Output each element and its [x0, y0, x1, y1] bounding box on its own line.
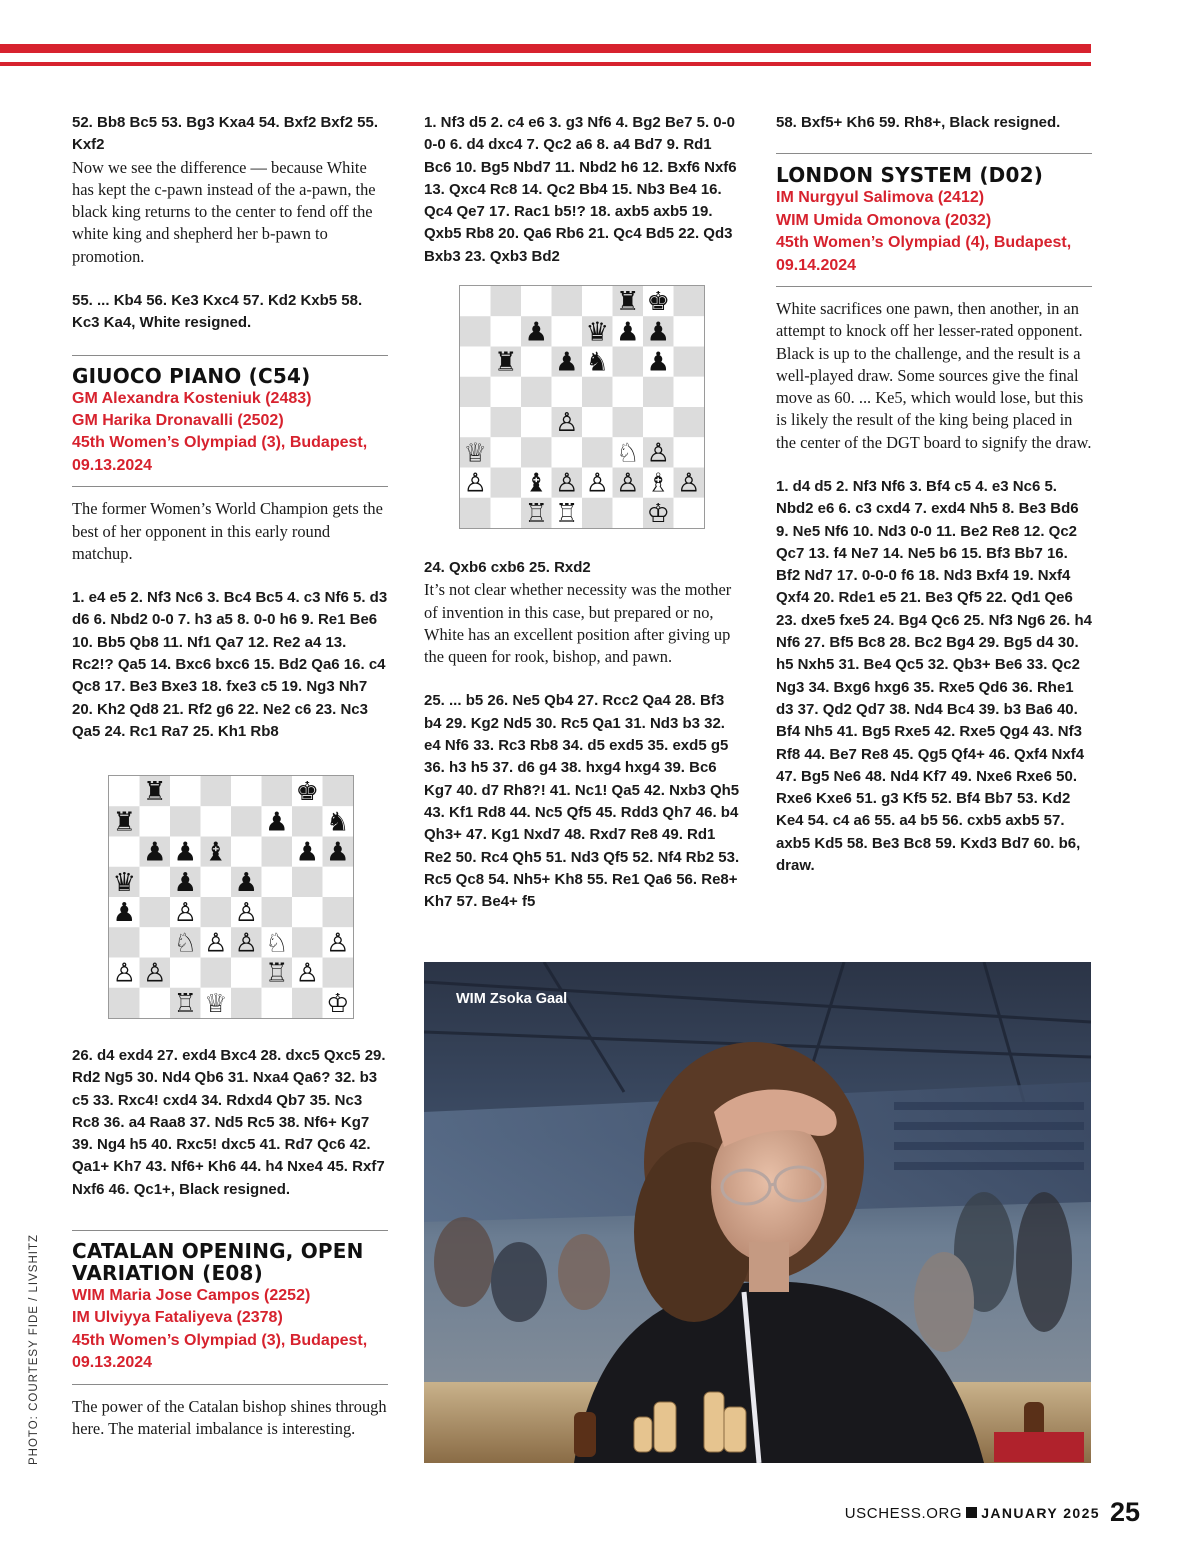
black-pawn-icon: ♟: [326, 837, 350, 868]
white-pawn-icon: ♙: [234, 928, 258, 959]
board-square: [323, 897, 354, 927]
board-square: [262, 776, 293, 806]
black-queen-icon: ♛: [585, 317, 609, 348]
black-knight-icon: ♞: [326, 807, 350, 838]
black-player: WIM Umida Omonova (2032): [776, 211, 992, 229]
white-pawn-icon: ♙: [143, 958, 167, 989]
black-pawn-icon: ♟: [143, 837, 167, 868]
commentary-necessity: It’s not clear whether necessity was the mother of invention in this case, but prepared or no, White has an excellent position after giving up the queen for rook, bishop, and pawn.: [424, 580, 732, 667]
event-date: 09.13.2024: [72, 1354, 153, 1372]
left-column-lower: [72, 1045, 388, 1440]
board-square: [613, 347, 644, 377]
black-pawn-icon: ♟: [234, 867, 258, 898]
board-square: [582, 407, 613, 437]
page-number: 25: [1109, 1497, 1140, 1527]
event-name: 45th Women’s Olympiad (3), Budapest,: [72, 434, 368, 452]
board-square: [674, 437, 705, 467]
board-square: [552, 286, 583, 316]
board-square: [262, 988, 293, 1018]
board-square: [643, 407, 674, 437]
black-rook-icon: ♜: [616, 287, 640, 318]
game-title-catalan-2: VARIATION (E08): [72, 1261, 263, 1286]
board-square: [140, 806, 171, 836]
board-square: [231, 958, 262, 988]
board-square: [491, 377, 522, 407]
board-square: [460, 377, 491, 407]
black-pawn-icon: ♟: [555, 347, 579, 378]
black-pawn-icon: ♟: [173, 867, 197, 898]
black-rook-icon: ♜: [143, 777, 167, 808]
board-square: [140, 867, 171, 897]
board-square: [674, 347, 705, 377]
board-square: [231, 837, 262, 867]
black-rook-icon: ♜: [112, 807, 136, 838]
white-pawn-icon: ♙: [555, 468, 579, 499]
white-pawn-icon: ♙: [234, 898, 258, 929]
board-square: [582, 377, 613, 407]
board-square: [491, 437, 522, 467]
game-intro: White sacrifices one pawn, then another, in an attempt to knock off her lesser-rated opponent. Black is up to the challenge, and the result is a well-played draw. Some sources give the final move as 60. ... Ke5, which would lose, but this is likely the result of the king being placed in the center of the DGT board to signify the draw.: [776, 298, 1092, 452]
board-square: [292, 867, 323, 897]
black-king-icon: ♚: [295, 777, 319, 808]
middle-column: [424, 112, 740, 268]
black-pawn-icon: ♟: [295, 837, 319, 868]
moves-25-57: 25. ... b5 26. Ne5 Qb4 27. Rcc2 Qa4 28. Bf3 b4 29. Kg2 Nd5 30. Rc5 Qa1 31. Nd3 b3 32. e4 Nf6 33. Rc3 Rb8 34. d5 exd5 35. exd5 g5 36. h3 h5 37. d6 g4 38. hxg4 hxg4 39. Bc6 Kg7 40. d7 Rh8?! 41. Nc1! Qa5 42. Nxb3 Qh5 43. Kf1 Rd8 44. Nc5 Qf5 45. Rdd3 Qh7 46. b4 Qh3+ 47. Kg1 Nxd7 48. Rxd7 Re8 49. Rd1 Re2 50. Rc4 Qh5 51. Nd3 Qf5 52. Nf4 Rb2 53. Rc5 Qc8 54. Nh5+ Kh8 55. Re1 Qa6 56. Re8+ Kh7 57. Be4+ f5: [424, 692, 740, 911]
board-square: [460, 347, 491, 377]
commentary-king-returns: Now we see the difference — because White has kept the c-pawn instead of the a-pawn, the black king returns to the center to fend off the white king and shepherd her b-pawn to promotion.: [72, 157, 376, 266]
moves-1-23: 1. Nf3 d5 2. c4 e6 3. g3 Nf6 4. Bg2 Be7 5. 0-0 0-0 6. d4 dxc4 7. Qc2 a6 8. a4 Bd7 9. Rd1 Bc6 10. Bg5 Nbd7 11. Nbd2 h6 12. Bxf6 Nxf6 13. Qxc4 Rc8 14. Qc2 Bb4 15. Nb3 Be4 16. Qc4 Qe7 17. Rac1 b5!? 18. axb5 axb5 19. Qxb5 Rb8 20. Qa6 Rb6 21. Qc4 Bd5 22. Qd3 Bxb3 23. Qxb3 Bd2: [424, 114, 737, 265]
white-king-icon: ♔: [646, 498, 670, 528]
black-player: GM Harika Dronavalli (2502): [72, 412, 284, 430]
board-square: [674, 377, 705, 407]
board-square: [460, 316, 491, 346]
white-pawn-icon: ♙: [295, 958, 319, 989]
footer-square-icon: [966, 1507, 977, 1518]
page-footer: [845, 1497, 1140, 1528]
white-pawn-icon: ♙: [555, 408, 579, 439]
board-square: [613, 407, 644, 437]
board-square: [323, 867, 354, 897]
board-square: [521, 437, 552, 467]
board-square: [323, 958, 354, 988]
board-square: [521, 347, 552, 377]
board-square: [201, 897, 232, 927]
moves-1-25: 1. e4 e5 2. Nf3 Nc6 3. Bc4 Bc5 4. c3 Nf6 5. d3 d6 6. Nbd2 0-0 7. h3 a5 8. 0-0 h6 9. Re1 Be6 10. Bb5 Qb8 11. Nf1 Qa7 12. Re2 a4 13. Rc2!? Qa5 14. Bxc6 bxc6 15. Bd2 Qa6 16. c4 Qc8 17. Be3 Bxe3 18. fxe3 c5 19. Ng3 Nh7 20. Kh2 Qd8 21. Rf2 g6 22. Ne2 c6 23. Nc3 Qa5 24. Rc1 Ra7 25. Kh1 Rb8: [72, 589, 388, 740]
game-title-catalan-1: CATALAN OPENING, OPEN: [72, 1239, 364, 1264]
white-pawn-icon: ♙: [112, 958, 136, 989]
white-pawn-icon: ♙: [204, 928, 228, 959]
white-king-icon: ♔: [326, 988, 350, 1018]
moves-final-1: 55. ... Kb4 56. Ke3 Kxc4 57. Kd2 Kxb5 58. Kc3 Ka4, White resigned.: [72, 292, 363, 332]
photo-credit: PHOTO: COURTESY FIDE / LIVSHITZ: [28, 1233, 40, 1465]
board-square: [109, 837, 140, 867]
board-square: [460, 286, 491, 316]
board-square: [613, 498, 644, 528]
footer-site: USCHESS.ORG: [844, 1505, 963, 1522]
game-title-giuoco: GIUOCO PIANO (C54): [72, 363, 311, 388]
board-square: [582, 286, 613, 316]
game-intro: The power of the Catalan bishop shines through here. The material imbalance is interesting.: [72, 1396, 387, 1438]
chessboard-svg: [109, 776, 353, 1018]
board-square: [140, 988, 171, 1018]
board-square: [231, 806, 262, 836]
white-queen-icon: ♕: [204, 988, 228, 1018]
black-pawn-icon: ♟: [524, 317, 548, 348]
board-square: [582, 437, 613, 467]
moves-1-60: 1. d4 d5 2. Nf3 Nf6 3. Bf4 c5 4. e3 Nc6 5. Nbd2 e6 6. c3 cxd4 7. exd4 Nh5 8. Be3 Bd6 9. Ne5 Nf6 10. Nd3 0-0 11. Be2 Re8 12. Qc2 Qc7 13. f4 Ne7 14. Ne5 b6 15. Bf3 Bb7 16. Bf2 Nd7 17. 0-0-0 f6 18. Nd3 Bxf4 19. Nxf4 Qxf4 20. Rde1 e5 21. Be3 Qf5 22. Qd1 Qe6 23. dxe5 fxe5 24. Bg4 Qc6 25. Nf3 Ng6 26. h4 Nf6 27. Bf5 Bc8 28. Bc2 Bg4 29. Bg5 d4 30. h5 Nxh5 31. Be4 Qc5 32. Qb3+ Be6 33. Qc2 Ng3 34. Bxg6 hxg6 35. Rxe5 Qd6 36. Rhe1 d3 37. Qd2 Qd7 38. Nd4 Bc4 39. b3 Ba6 40. Bf4 Nh5 41. Bg5 Rxe5 42. Rxe5 Qg4 43. Nf3 Rf8 44. Be7 Re8 45. Qg5 Qf4+ 46. Qxf4 Nxf4 47. Bg5 Ne6 48. Nd4 Kf7 49. Nxe6 Rxe6 50. Rxe6 Kxe6 51. g3 Kf5 52. Bf4 Bb7 53. Kd2 Ke4 54. c4 a6 55. a4 b5 56. cxb5 axb5 57. axb5 Kd5 58. Be3 Bc8 59. Kxd3 Bd7 60. b6, draw.: [776, 478, 1092, 875]
black-pawn-icon: ♟: [173, 837, 197, 868]
header-stripe-thick: [0, 44, 1091, 53]
board-square: [674, 286, 705, 316]
white-rook-icon: ♖: [173, 988, 197, 1018]
board-square: [231, 776, 262, 806]
board-square: [292, 927, 323, 957]
moves-52-55: 52. Bb8 Bc5 53. Bg3 Kxa4 54. Bxf2 Bxf2 55. Kxf2: [72, 114, 378, 154]
chess-diagram-catalan: [459, 285, 705, 529]
chess-diagram-giuoco: [108, 775, 354, 1019]
black-pawn-icon: ♟: [112, 898, 136, 929]
white-knight-icon: ♘: [265, 928, 289, 959]
board-square: [521, 377, 552, 407]
white-bishop-icon: ♗: [646, 468, 670, 499]
white-pawn-icon: ♙: [326, 928, 350, 959]
white-queen-icon: ♕: [463, 438, 487, 469]
event-name: 45th Women’s Olympiad (3), Budapest,: [72, 1331, 368, 1349]
black-player: IM Ulviyya Fataliyeva (2378): [72, 1309, 283, 1327]
board-square: [552, 377, 583, 407]
black-pawn-icon: ♟: [616, 317, 640, 348]
board-square: [170, 958, 201, 988]
board-square: [170, 776, 201, 806]
board-square: [582, 498, 613, 528]
black-pawn-icon: ♟: [646, 347, 670, 378]
black-king-icon: ♚: [646, 287, 670, 318]
black-queen-icon: ♛: [112, 867, 136, 898]
black-bishop-icon: ♝: [204, 837, 228, 868]
middle-column-lower: [424, 557, 740, 913]
black-knight-icon: ♞: [585, 347, 609, 378]
left-column: [72, 112, 388, 743]
board-square: [552, 437, 583, 467]
board-square: [201, 806, 232, 836]
board-square: [140, 927, 171, 957]
board-square: [262, 837, 293, 867]
board-square: [613, 377, 644, 407]
black-pawn-icon: ♟: [265, 807, 289, 838]
board-square: [491, 407, 522, 437]
board-square: [109, 927, 140, 957]
board-square: [552, 316, 583, 346]
moves-26-46: 26. d4 exd4 27. exd4 Bxc4 28. dxc5 Qxc5 29. Rd2 Ng5 30. Nd4 Qb6 31. Nxa4 Qa6? 32. b3 c5 33. Rxc4! cxd4 34. Rdxd4 Qb7 35. Nc3 Rc8 36. a4 Raa8 37. Nd5 Rc5 38. Nf6+ Kg7 39. Ng4 h5 40. Rxc5! dxc5 41. Rd7 Qc6 42. Qa1+ Kh7 43. Nf6+ Kh6 44. h4 Nxe4 45. Rxf7 Nxf6 46. Qc1+, Black resigned.: [72, 1047, 386, 1198]
white-knight-icon: ♘: [616, 438, 640, 469]
board-square: [201, 776, 232, 806]
board-square: [674, 498, 705, 528]
white-pawn-icon: ♙: [646, 438, 670, 469]
chessboard-svg: [460, 286, 704, 528]
header-stripe-thin: [0, 62, 1091, 66]
event-date: 09.14.2024: [776, 256, 857, 274]
player-photo: [424, 962, 1091, 1463]
white-player: GM Alexandra Kosteniuk (2483): [72, 389, 312, 407]
board-square: [201, 958, 232, 988]
board-square: [292, 988, 323, 1018]
white-pawn-icon: ♙: [173, 898, 197, 929]
board-square: [521, 286, 552, 316]
black-rook-icon: ♜: [494, 347, 518, 378]
photo-illustration: [424, 962, 1091, 1463]
white-rook-icon: ♖: [555, 498, 579, 528]
board-square: [292, 897, 323, 927]
white-rook-icon: ♖: [265, 958, 289, 989]
board-square: [109, 988, 140, 1018]
white-pawn-icon: ♙: [463, 468, 487, 499]
white-player: IM Nurgyul Salimova (2412): [776, 189, 985, 207]
board-square: [491, 468, 522, 498]
board-square: [109, 776, 140, 806]
game-intro: The former Women’s World Champion gets the best of her opponent in this early round matchup.: [72, 499, 383, 563]
board-square: [262, 867, 293, 897]
moves-final-2: 58. Bxf5+ Kh6 59. Rh8+, Black resigned.: [776, 114, 1061, 131]
white-pawn-icon: ♙: [677, 468, 701, 499]
board-square: [674, 316, 705, 346]
black-pawn-icon: ♟: [646, 317, 670, 348]
board-square: [292, 806, 323, 836]
right-column: [776, 112, 1092, 877]
white-knight-icon: ♘: [173, 928, 197, 959]
event-name: 45th Women’s Olympiad (4), Budapest,: [776, 234, 1072, 252]
board-square: [674, 407, 705, 437]
game-title-london: LONDON SYSTEM (D02): [776, 163, 1044, 188]
board-square: [460, 407, 491, 437]
footer-month: JANUARY 2025: [981, 1505, 1100, 1521]
board-square: [170, 806, 201, 836]
board-square: [201, 867, 232, 897]
event-date: 09.13.2024: [72, 456, 153, 474]
board-square: [460, 498, 491, 528]
board-square: [491, 316, 522, 346]
white-pawn-icon: ♙: [585, 468, 609, 499]
board-square: [643, 377, 674, 407]
black-bishop-icon: ♝: [524, 468, 548, 499]
board-square: [491, 286, 522, 316]
board-square: [491, 498, 522, 528]
moves-24-25: 24. Qxb6 cxb6 25. Rxd2: [424, 559, 591, 576]
photo-caption: WIM Zsoka Gaal: [456, 991, 568, 1007]
board-square: [323, 776, 354, 806]
board-square: [262, 897, 293, 927]
white-rook-icon: ♖: [524, 498, 548, 528]
white-player: WIM Maria Jose Campos (2252): [72, 1287, 311, 1305]
board-square: [231, 988, 262, 1018]
board-square: [140, 897, 171, 927]
board-square: [521, 407, 552, 437]
white-pawn-icon: ♙: [616, 468, 640, 499]
